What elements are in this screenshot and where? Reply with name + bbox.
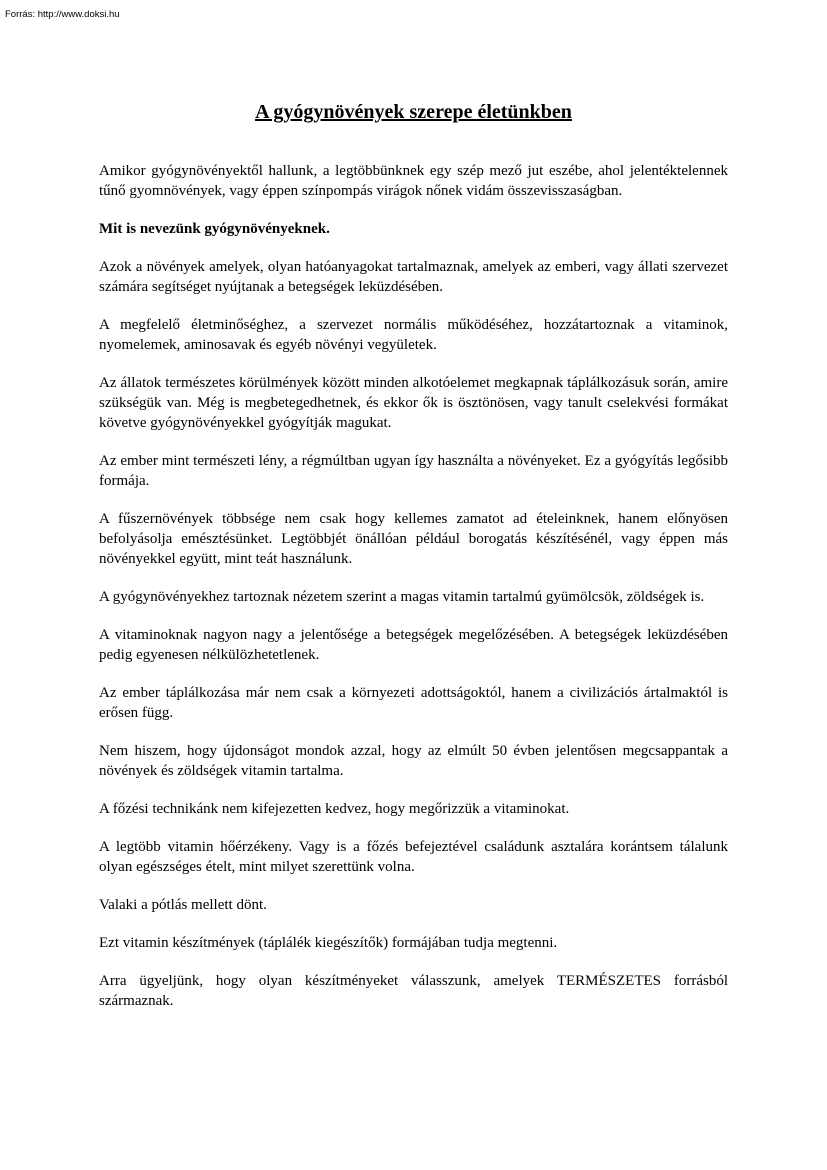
paragraph: Nem hiszem, hogy újdonságot mondok azzal, hogy az elmúlt 50 évben jelentősen megcsappantak a növények és zöldségek vitamin tartalma. <box>99 743 728 779</box>
paragraph: A legtöbb vitamin hőérzékeny. Vagy is a főzés befejeztével családunk asztalára korántsem tálalunk olyan egészséges ételt, mint milyet szerettünk volna. <box>99 839 728 875</box>
document-body <box>99 161 728 1029</box>
source-url: Forrás: http://www.doksi.hu <box>5 9 120 20</box>
paragraph: Az ember mint természeti lény, a régmúltban ugyan így használta a növényeket. Ez a gyógyítás legősibb formája. <box>99 453 728 489</box>
paragraph: A főzési technikánk nem kifejezetten kedvez, hogy megőrizzük a vitaminokat. <box>99 801 570 817</box>
paragraph: A vitaminoknak nagyon nagy a jelentősége a betegségek megelőzésében. A betegségek leküzdésében pedig egyenesen nélkülözhetetlenek. <box>99 627 728 663</box>
paragraph: Valaki a pótlás mellett dönt. <box>99 897 267 913</box>
section-heading: Mit is nevezünk gyógynövényeknek. <box>99 221 330 237</box>
paragraph: A gyógynövényekhez tartoznak nézetem szerint a magas vitamin tartalmú gyümölcsök, zöldségek is. <box>99 589 705 605</box>
paragraph: A megfelelő életminőséghez, a szervezet normális működéséhez, hozzátartoznak a vitaminok, nyomelemek, aminosavak és egyéb növényi vegyületek. <box>99 317 728 353</box>
paragraph: A fűszernövények többsége nem csak hogy kellemes zamatot ad ételeinknek, hanem előnyösen befolyásolja emésztésünket. Legtöbbjét önállóan például borogatás készítésénél, vagy éppen más növényekkel együtt, mint teát használunk. <box>99 511 728 567</box>
page-title: A gyógynövények szerepe életünkben <box>255 101 572 123</box>
paragraph: Az állatok természetes körülmények között minden alkotóelemet megkapnak táplálkozásuk során, amire szükségük van. Még is megbetegedhetnek, és ekkor ők is ösztönösen, vagy tanult cselekvési formákat követve gyógynövényekkel gyógyítják magukat. <box>99 375 728 431</box>
paragraph: Ezt vitamin készítmények (táplálék kiegészítők) formájában tudja megtenni. <box>99 935 558 951</box>
paragraph: Az ember táplálkozása már nem csak a környezeti adottságoktól, hanem a civilizációs ártalmaktól is erősen függ. <box>99 685 728 721</box>
paragraph-intro: Amikor gyógynövényektől hallunk, a legtöbbünknek egy szép mező jut eszébe, ahol jelentéktelennek tűnő gyomnövények, vagy éppen színpompás virágok nőnek vidám összevisszaságban. <box>99 163 728 199</box>
paragraph: Azok a növények amelyek, olyan hatóanyagokat tartalmaznak, amelyek az emberi, vagy állati szervezet számára segítséget nyújtanak a betegségek leküzdésében. <box>99 259 728 295</box>
paragraph: Arra ügyeljünk, hogy olyan készítményeket válasszunk, amelyek TERMÉSZETES forrásból származnak. <box>99 973 728 1009</box>
